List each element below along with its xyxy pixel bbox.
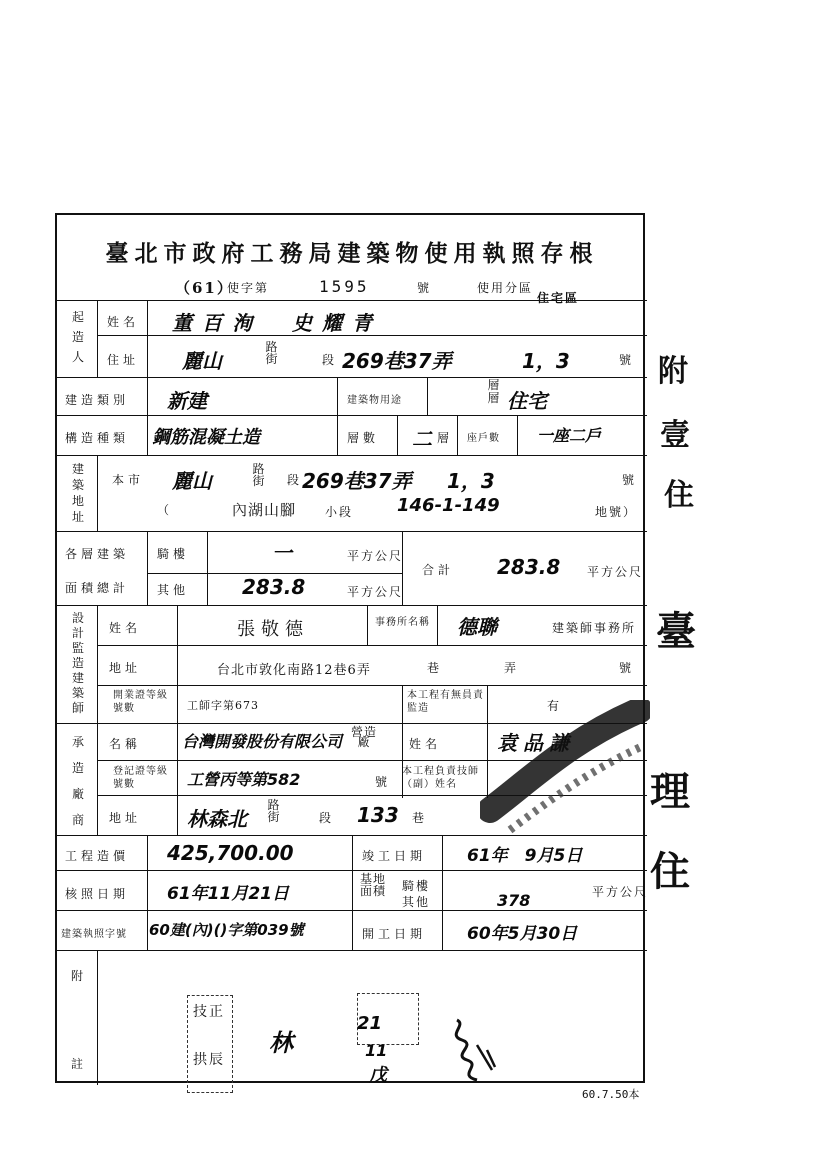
start-label: 開工日期 [362, 927, 427, 941]
contractor-hao: 號 [375, 775, 390, 789]
category-label: 建造類別 [65, 393, 130, 407]
cost-value: 425,700.00 [167, 841, 294, 865]
architect-office-value: 德聯 [457, 615, 497, 639]
contractor-lane-value: 133 [357, 803, 399, 827]
area-total-unit: 平方公尺 [587, 565, 644, 579]
contractor-factory-label: 營造廠 [350, 725, 377, 749]
edge-char-4: 臺 [656, 608, 696, 655]
site-number-value: 1，3 [447, 469, 495, 493]
units-value: 一座二戶 [537, 426, 602, 445]
contractor-reg-value: 工營丙等第582 [187, 770, 301, 789]
permit-label: 建築執照字號 [61, 929, 127, 940]
architect-office-label: 事務所名稱 [375, 617, 430, 628]
architect-address-label: 地址 [109, 661, 142, 675]
site-lot-value: 146-1-149 [397, 495, 500, 516]
zone-label: 使用分區 [477, 281, 534, 295]
area-total-value: 283.8 [497, 555, 561, 579]
stamp-text-4: 21 [357, 1013, 383, 1034]
stamp-text-2: 林 [269, 1029, 293, 1057]
base-other-value: 378 [497, 891, 531, 910]
contractor-address-value: 林森北 [187, 807, 247, 831]
builder-road-value: 麗山 [182, 349, 222, 373]
area-temp-label: 騎樓 [157, 547, 190, 561]
site-road-value: 麗山 [172, 469, 212, 493]
architect-hao: 號 [619, 661, 634, 675]
zone-value: 住宅區 [537, 291, 580, 305]
architect-name-value: 張敬德 [237, 619, 309, 640]
edge-char-5: 理 [650, 768, 690, 815]
site-land-no: 地號） [595, 505, 638, 519]
structure-label: 構造種類 [65, 431, 130, 445]
architect-responsible-value: 有 [547, 699, 562, 713]
contractor-group-label: 承造廠商 [71, 735, 84, 827]
edge-char-3: 住 [664, 478, 694, 513]
base-other-label: 其他 [402, 895, 431, 909]
contractor-name-value: 台灣開發股份有限公司 [182, 732, 343, 751]
area-label-1: 各層建築 [65, 547, 130, 561]
stamp-text-6: 戊 [369, 1065, 387, 1086]
base-unit: 平方公尺 [592, 885, 649, 899]
permit-number: 1595 [319, 277, 370, 296]
area-label-2: 面積總計 [65, 581, 130, 595]
ink-smudge [480, 700, 650, 840]
architect-address-value: 台北市敦化南路12巷6弄 [217, 663, 371, 678]
edge-char-2: 壹 [660, 418, 690, 453]
units-label: 座戶數 [467, 433, 500, 444]
start-value: 60年5月30日 [467, 924, 578, 944]
site-lane-value: 269巷37弄 [302, 469, 412, 493]
stamp-text-1: 技正 [193, 1004, 225, 1020]
notes-label-bottom: 註 [71, 1057, 86, 1071]
builder-number-value: 1，3 [522, 349, 570, 373]
site-subsection-label: 小段 [325, 505, 354, 519]
area-total-label: 合計 [422, 563, 455, 577]
builder-name-label: 姓名 [107, 315, 140, 329]
builder-name-value: 董百洵 史耀青 [172, 311, 382, 335]
contractor-road-label: 路街 [267, 798, 281, 824]
floors-value: 二 [412, 427, 432, 451]
builder-hao: 號 [619, 353, 634, 367]
edge-char-6: 住 [650, 848, 690, 895]
area-other-unit: 平方公尺 [347, 585, 404, 599]
use-value: 住宅 [507, 389, 547, 413]
notes-label-top: 附 [71, 969, 86, 983]
floors-label: 層數 [347, 431, 380, 445]
architect-license-value: 工師字第673 [187, 699, 259, 712]
contractor-person-value: 袁品謙 [497, 731, 575, 755]
use-label: 建築物用途 [347, 395, 402, 406]
base-label: 基地面積 [359, 872, 386, 898]
form-title: 臺北市政府工務局建築物使用執照存根 [105, 240, 599, 267]
site-section-label: 段 [287, 473, 302, 487]
permit-prefix: 使字第 [227, 281, 270, 295]
permit-hao: 號 [417, 281, 432, 295]
issue-label: 核照日期 [65, 887, 130, 901]
architect-group-label: 設計監造建築師 [71, 611, 84, 715]
base-arcade-label: 騎樓 [402, 879, 431, 893]
site-land-value: 內湖山腳 [232, 501, 297, 519]
contractor-section-label: 段 [319, 811, 334, 825]
finish-value: 61年 9月5日 [467, 846, 583, 866]
use-floor-label: 層層 [487, 378, 501, 405]
issue-value: 61年11月21日 [167, 884, 289, 904]
contractor-name-label: 名稱 [109, 737, 142, 751]
structure-value: 鋼筋混凝土造 [152, 427, 260, 448]
stamp-text-3: 拱辰 [193, 1052, 225, 1068]
builder-road-label: 路街 [265, 340, 279, 366]
finish-label: 竣工日期 [362, 849, 427, 863]
architect-lane-label: 巷 [427, 661, 442, 675]
footer-code: 60.7.50本 [582, 1088, 640, 1101]
category-value: 新建 [167, 389, 207, 413]
stamp-text-5: 11 [365, 1041, 388, 1060]
edge-char-1: 附 [658, 354, 688, 389]
contractor-tech-label: 本工程負責技師（副）姓名 [402, 766, 479, 790]
architect-license-label: 開業證等級號數 [113, 690, 168, 714]
signature [437, 1015, 497, 1085]
architect-name-label: 姓名 [109, 621, 142, 635]
site-hao: 號 [622, 473, 637, 487]
contractor-lane-label: 巷 [412, 811, 427, 825]
area-other-value: 283.8 [242, 575, 306, 599]
permit-value: 60建(內)()字第039號 [149, 921, 304, 939]
area-temp-unit: 平方公尺 [347, 549, 404, 563]
architect-office-suffix: 建築師事務所 [552, 621, 637, 635]
site-paren: （ [157, 503, 172, 517]
architect-alley-label: 弄 [504, 661, 519, 675]
site-road-label: 路街 [252, 462, 266, 488]
area-other-label: 其他 [157, 583, 190, 597]
floors-unit: 層 [437, 431, 452, 445]
builder-group-label: 起造人 [71, 310, 84, 364]
site-group-label: 建築地址 [71, 462, 84, 524]
contractor-reg-label: 登記證等級號數 [113, 766, 168, 790]
architect-responsible-label: 本工程有無員責監造 [407, 690, 484, 714]
cost-label: 工程造價 [65, 849, 130, 863]
year-code: （61） [175, 279, 234, 297]
builder-address-label: 住址 [107, 353, 140, 367]
permit-form [55, 213, 649, 1086]
contractor-address-label: 地址 [109, 811, 142, 825]
site-city-label: 本市 [112, 473, 145, 487]
builder-section-label: 段 [322, 353, 337, 367]
area-temp-value: 一 [272, 541, 292, 565]
builder-lane-value: 269巷37弄 [342, 349, 452, 373]
contractor-person-label: 姓名 [409, 737, 442, 751]
